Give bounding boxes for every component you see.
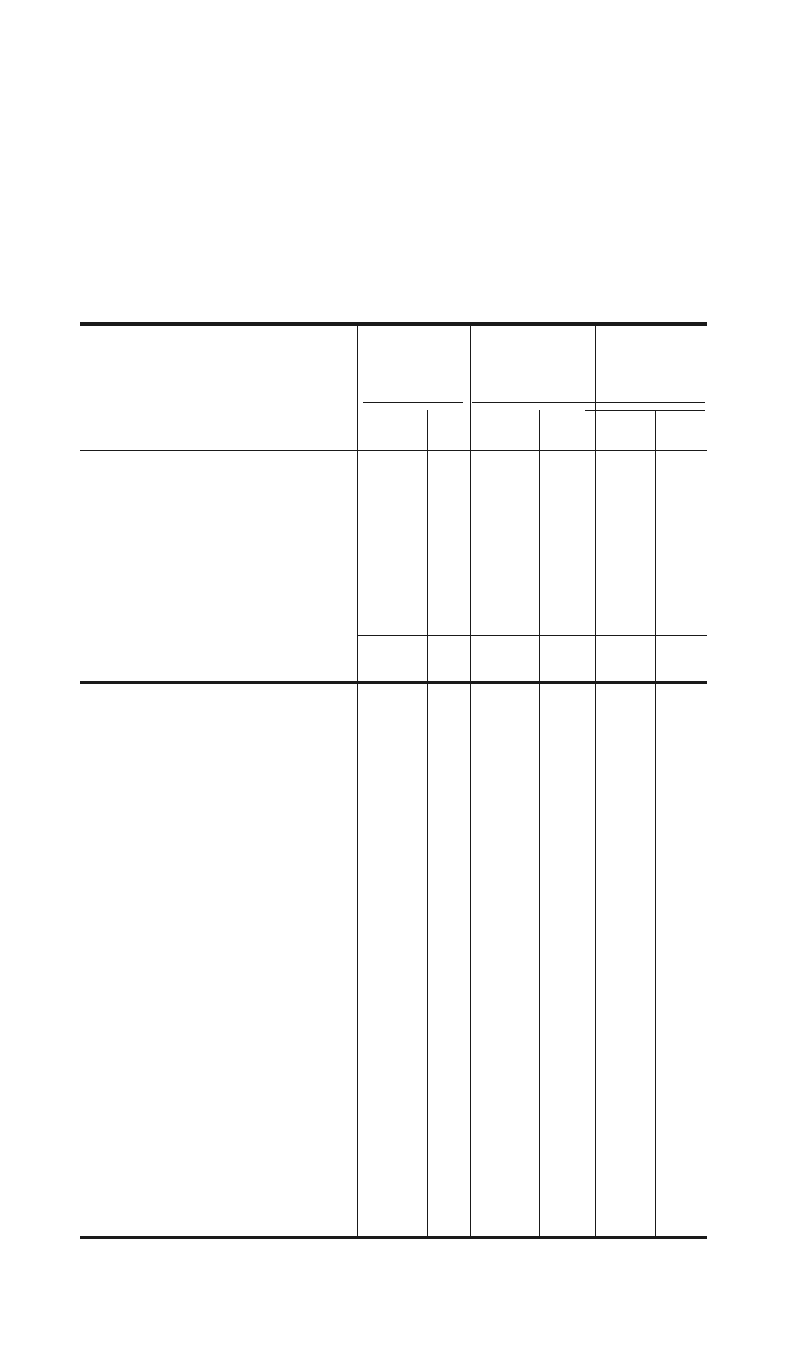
col-line	[470, 326, 471, 681]
section-rule	[80, 681, 707, 684]
col-line	[357, 326, 358, 681]
top-rule	[80, 322, 707, 326]
col-line	[655, 684, 656, 1236]
col-line	[595, 684, 596, 1236]
bottom-rule	[80, 1236, 707, 1239]
col-line	[357, 684, 358, 1236]
group-underline-aug	[472, 402, 705, 403]
col-line	[539, 684, 540, 1236]
col-line	[470, 684, 471, 1236]
col-line	[655, 410, 656, 681]
col-line	[427, 684, 428, 1236]
group-underline-feb	[363, 402, 463, 403]
header-rule	[80, 450, 707, 451]
col-line	[427, 410, 428, 681]
col-line	[595, 326, 596, 681]
col-line	[539, 410, 540, 681]
group-underline-oct	[585, 410, 705, 411]
